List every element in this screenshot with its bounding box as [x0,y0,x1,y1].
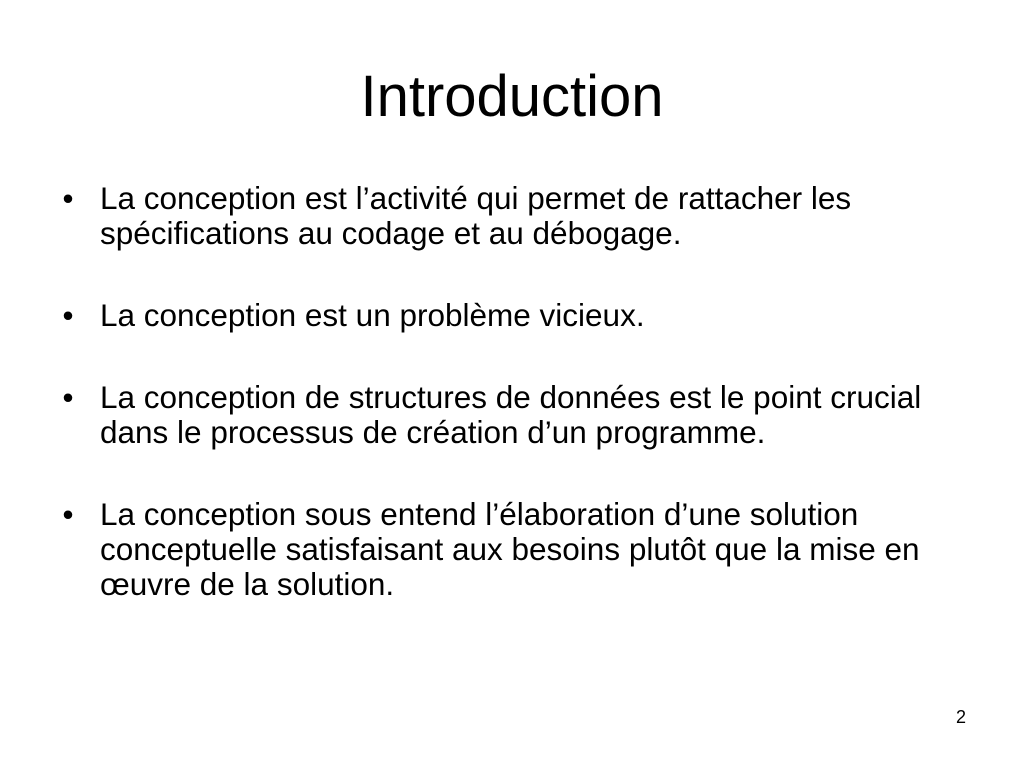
bullet-item [58,380,978,450]
bullet-text: La conception de structures de données est le point crucial dans le processus de création d’un programme. [100,379,922,450]
bullet-item [58,497,978,602]
bullet-item [58,181,978,251]
bullet-item [58,298,978,333]
bullet-list [58,181,978,649]
slide-title: Introduction [360,64,664,129]
page-number: 2 [955,707,966,727]
bullet-text: La conception est un problème vicieux. [100,297,645,333]
bullet-icon: • [62,379,74,415]
bullet-icon: • [62,180,74,216]
bullet-icon: • [62,496,74,532]
bullet-text: La conception est l’activité qui permet de rattacher les spécifications au codage et au débogage. [100,180,852,251]
bullet-text: La conception sous entend l’élaboration d’une solution conceptuelle satisfaisant aux besoins plutôt que la mise en œuvre de la solution. [100,496,920,602]
bullet-icon: • [62,297,74,333]
